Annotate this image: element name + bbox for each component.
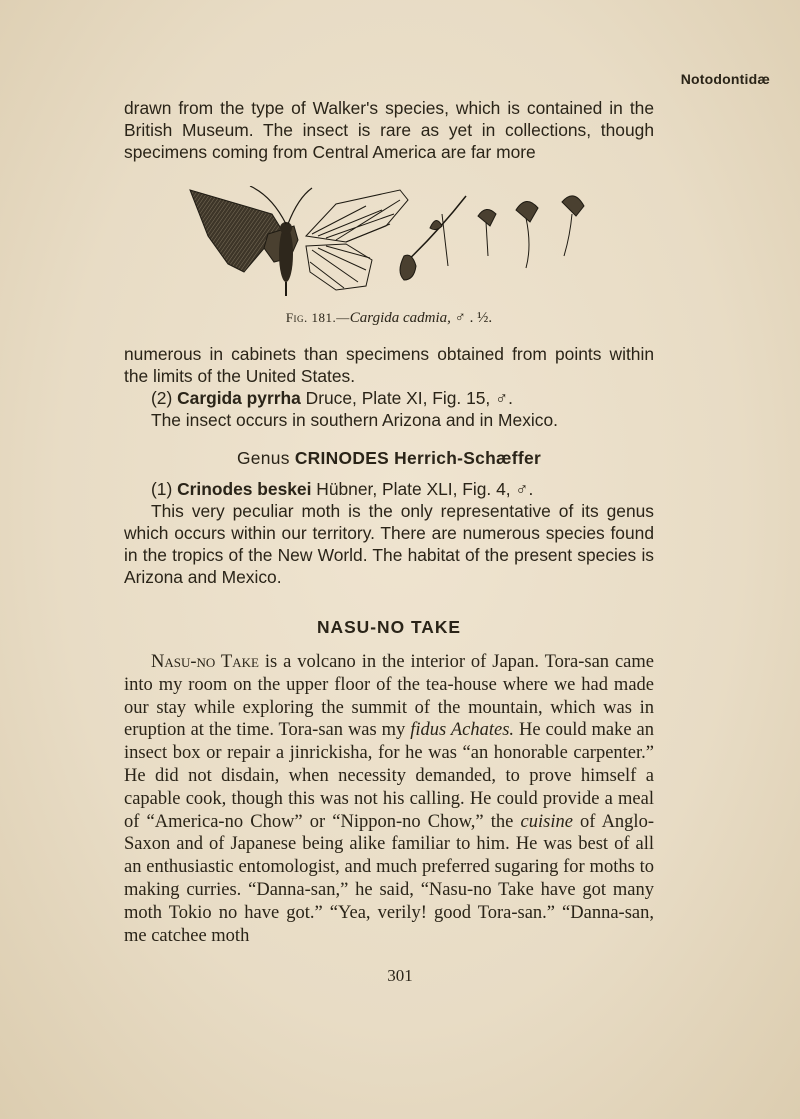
figure-cargida-cadmia (186, 186, 596, 304)
genus-name: CRINODES (294, 448, 390, 468)
paragraph-text: drawn from the type of Walker's species, which is contained in the British Museum. The insect is rare as yet in collections, though specimens coming from Central America are far more (124, 98, 654, 162)
genitalia-drawing (400, 196, 584, 280)
genus-heading: Genus CRINODES Herrich-Schæffer (236, 448, 542, 468)
moth-illustration (186, 186, 596, 304)
caption-prefix: Fig. 181.— (285, 310, 350, 325)
essay-paragraph: Nasu-no Take is a volcano in the interior of Japan. Tora-san came into my room on the upper floor of the tea-house where we had made our stay while exploring the summit of the mountain, which was in eruption at the time. Tora-san was my fidus Achates. He could make an insect box or repair a jinrickisha, for he was “an honorable carpenter.” He did not disdain, when necessity demanded, to prove himself a capable cook, though this was not his calling. He could provide a meal of “America-no Chow” or “Nippon-no Chow,” the cuisine of Anglo-Saxon and of Japanese being alike familiar to him. He was best of all an enthusiastic entomologist, and much preferred sugaring for moths to making curries. “Danna-san,” he said, “Nasu-no Take have got many moth Tokio no have got.” “Yea, verily! good Tora-san.” “Danna-san, me catchee moth (124, 652, 654, 946)
italic-phrase: cuisine (520, 811, 573, 832)
crinodes-section (124, 478, 654, 588)
wing-venation-drawing (306, 190, 408, 290)
moth-body-drawing (190, 186, 312, 296)
essay-lead: Nasu-no Take (151, 652, 259, 672)
essay-body (124, 651, 654, 947)
caption-species: Cargida cadmia, (349, 310, 451, 326)
species-section (124, 343, 654, 431)
species-name: Cargida pyrrha (177, 388, 301, 408)
entry-reference: Hübner, Plate XLI, Fig. 4, ♂. (311, 479, 534, 499)
caption-suffix: ♂ . ½. (450, 310, 493, 326)
species-entry-pyrrha (124, 387, 654, 409)
entry-number: (1) (151, 479, 178, 499)
genus-author: Herrich-Schæffer (389, 448, 542, 468)
paragraph-top (124, 97, 654, 163)
paragraph-text: The insect occurs in southern Arizona and in Mexico. (151, 410, 558, 430)
figure-caption (124, 310, 654, 327)
species-entry-beskei (124, 478, 654, 500)
running-head: Notodontidæ (680, 71, 770, 87)
page-number: 301 (387, 966, 413, 985)
species-name: Crinodes beskei (177, 479, 312, 499)
entry-reference: Druce, Plate XI, Fig. 15, ♂. (300, 388, 513, 408)
entry-number: (2) (151, 388, 178, 408)
paragraph-text: numerous in cabinets than specimens obtained from points within the limits of the United States. (124, 344, 654, 386)
italic-phrase: fidus Achates. (410, 720, 515, 741)
paragraph-text: This very peculiar moth is the only representative of its genus which occurs within our territory. There are numerous species found in the tropics of the New World. The habitat of the present species is Arizona and Mexico. (124, 501, 654, 587)
section-title: NASU-NO TAKE (316, 617, 462, 637)
